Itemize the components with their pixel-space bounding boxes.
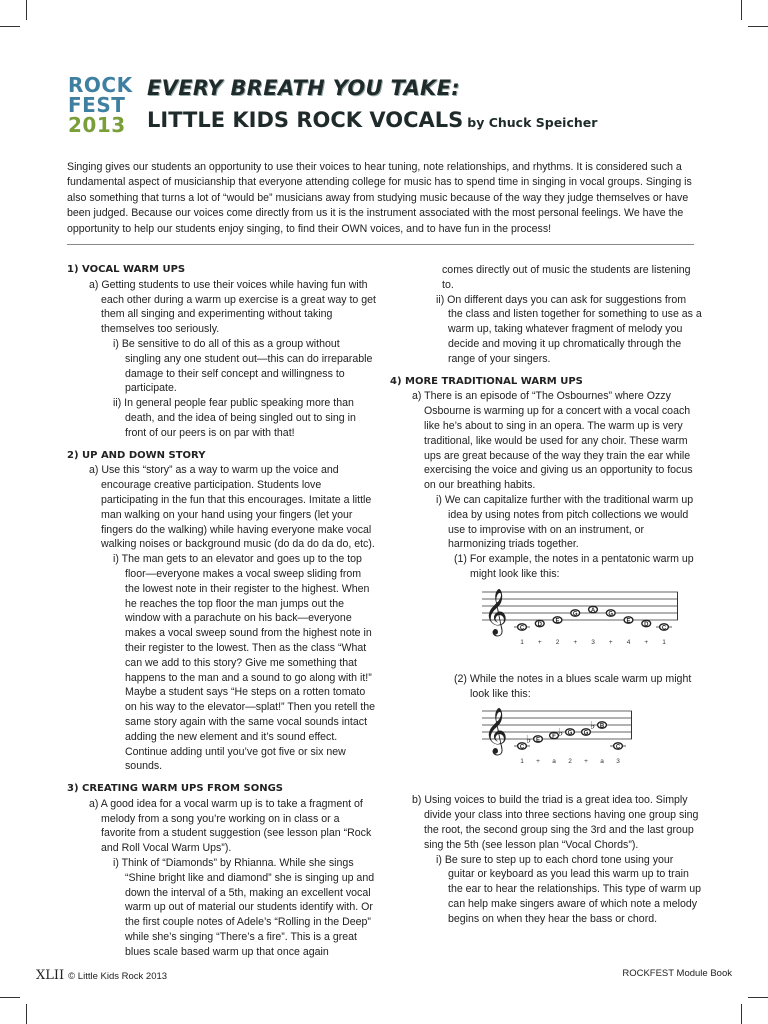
list-item: a) There is an episode of “The Osbournes” where Ozzy Osbourne is warming up for a concert with a vocal coach like he’s about to sing in an opera. The warm up is very traditional, like would be used for any choir. These warm ups are great because of the way they train the ear while exercising the voice and giving us an opportunity to focus on our breathing habits.	[412, 390, 693, 492]
count-label: +	[536, 758, 540, 766]
section-heading: 2) UP AND DOWN STORY	[67, 449, 206, 461]
article-title: EVERY BREATH YOU TAKE:	[147, 76, 460, 100]
crop-mark	[26, 1004, 27, 1024]
article-subtitle-line	[147, 108, 597, 132]
logo-fest: FEST	[68, 93, 126, 117]
footer-left	[36, 968, 167, 983]
list-item-continued: comes directly out of music the students are listening to.	[442, 264, 691, 291]
divider	[67, 244, 694, 245]
rockfest-logo	[68, 73, 133, 137]
treble-clef-icon: 𝄞	[484, 589, 508, 634]
count-label: 2	[555, 638, 560, 646]
blues-scale-staff	[482, 703, 642, 785]
flat-sign: ♭	[558, 727, 564, 740]
list-item: b) Using voices to build the triad is a great idea too. Simply divide your class into three sections having one group sing the root, the second group sing the 3rd and the last group sing the 5th (see lesson plan “Vocal Chords”).	[412, 794, 699, 851]
count-label: 2	[568, 758, 572, 766]
section-heading: 4) MORE TRADITIONAL WARM UPS	[390, 375, 583, 387]
note-label: C	[615, 744, 621, 751]
count-label: +	[608, 638, 613, 646]
count-label: 1	[662, 638, 666, 646]
byline: by Chuck Speicher	[467, 115, 598, 130]
pentatonic-staff	[482, 584, 682, 666]
crop-mark	[741, 1004, 742, 1024]
list-item: i) We can capitalize further with the traditional warm up idea by using notes from pitch collections we would use to improvise with on an instrument, or harmonizing triads together.	[436, 493, 694, 551]
note-label: E	[626, 618, 631, 625]
list-item: a) A good idea for a vocal warm up is to take a fragment of melody from a song you’re working on in class or a favorite from a student suggestion (see lesson plan “Rock and Roll Vocal Warm Ups”).	[89, 797, 372, 855]
page-number: XLII	[36, 968, 65, 983]
note-label: G	[572, 611, 578, 618]
crop-mark	[26, 0, 27, 20]
note-label: D	[537, 621, 542, 628]
note-label: G	[583, 730, 589, 737]
count-label: 4	[626, 638, 631, 646]
count-label: 3	[616, 758, 620, 766]
flat-sign: ♭	[526, 734, 532, 747]
section-heading: 3) CREATING WARM UPS FROM SONGS	[67, 783, 283, 795]
section-heading: 1) VOCAL WARM UPS	[67, 264, 186, 275]
note-label: C	[661, 625, 667, 632]
crop-mark	[741, 0, 742, 20]
list-item: a) Use this “story” as a way to warm up the voice and encourage creative participation. Students love participating in the fun that this encourages. Imitate a little man walking on your hand using your fingers (let your fingers do the walking) while having everyone make vocal walking noises or background music (do da do da do, etc).	[89, 464, 375, 551]
note-label: B	[599, 723, 605, 730]
note-label: C	[519, 625, 525, 632]
count-label: a	[552, 758, 556, 766]
treble-clef-icon: 𝄞	[484, 709, 508, 754]
crop-mark	[0, 997, 20, 998]
list-item: a) Getting students to use their voices while having fun with each other during a warm up exercise is a great way to get them all singing and experimenting without taking themselves too seriously.	[89, 278, 376, 336]
list-item: i) Think of “Diamonds” by Rhianna. While she sings “Shine bright like and diamond” she is singing up and down the interval of a 5th, making an excellent vocal warm up out of material our students identify with. Or the first couple notes of Adele’s “Rolling in the Deep” while she’s singing “There’s a fire”. This is a great blues scale based warm up that once again	[113, 857, 375, 958]
right-column	[390, 263, 702, 927]
count-label: 1	[520, 638, 524, 646]
list-item: i) The man gets to an elevator and goes up to the top floor—everyone makes a vocal sweep sliding from the lowest note in their register to the highest. When he reaches the top floor the man jumps out the window with a parachute on his back—everyone makes a vocal sweep sound from the highest note in their register to the lowest. Then as the class “What can we add to this story? Give me something that happens to the man and a sound to go along with it!” Maybe a student says “He steps on a rotten tomato on his way to the elevator—splat!” Then you retell the same story again with the same vocal sounds intact adding the new element and it’s sound effect. Continue adding until you’ve got five or six new sounds.	[113, 553, 376, 773]
list-item: i) Be sensitive to do all of this as a group without singling any one student out—this can do irreparable damage to their self concept and willingness to participate.	[113, 337, 373, 395]
copyright: © Little Kids Rock 2013	[68, 971, 168, 982]
logo-year: 2013	[68, 113, 126, 137]
count-label: 3	[591, 638, 595, 646]
note-label: E	[555, 618, 560, 625]
list-item: i) Be sure to step up to each chord tone using your guitar or keyboard as you lead this warm up to train the ear to hear the relationships. This type of warm up can help make singers aware of which note a melody begins on when they hear the bass or chord.	[436, 853, 702, 925]
list-item: (2) While the notes in a blues scale warm up might look like this:	[454, 672, 692, 700]
flat-sign: ♭	[590, 720, 596, 733]
article-subtitle: LITTLE KIDS ROCK VOCALS	[147, 108, 464, 132]
count-label: +	[537, 638, 542, 646]
list-item: (1) For example, the notes in a pentatonic warm up might look like this:	[454, 553, 694, 580]
left-column	[67, 263, 377, 960]
count-label: +	[573, 638, 578, 646]
list-item: ii) In general people fear public speaking more than death, and the idea of being singled out to sing in front of our peers is on par with that!	[113, 397, 356, 439]
note-label: D	[644, 621, 649, 628]
count-label: 1	[520, 758, 524, 766]
crop-mark	[748, 26, 768, 27]
note-label: A	[590, 607, 596, 614]
list-item: ii) On different days you can ask for suggestions from the class and listen together for something to use as a warm up, taking whatever fragment of melody you decide and moving it up chromatically through the range of your singers.	[436, 293, 702, 365]
count-label: +	[584, 758, 588, 766]
note-label: F	[552, 734, 556, 741]
intro-paragraph: Singing gives our students an opportunity to use their voices to hear tuning, note relationships, and rhythms. It is considered such a fundamental aspect of musicianship that everyone attending college for music has to spend time in singing in vocal groups. Singing is also something that turns a lot of “would be” musicians away from studying music because of the way they judge themselves or have been judged. Because our voices come directly from us it is the instrument associated with the most personal feelings. We have the opportunity to help our students enjoy singing, to find their OWN voices, and to have fun in the process!	[67, 161, 692, 235]
count-label: a	[600, 758, 604, 766]
note-label: G	[567, 730, 573, 737]
note-label: E	[535, 737, 541, 744]
footer-right: ROCKFEST Module Book	[622, 968, 732, 979]
logo-rock: ROCK	[68, 73, 133, 97]
crop-mark	[0, 26, 20, 27]
note-label: G	[608, 611, 614, 618]
count-label: +	[644, 638, 649, 646]
crop-mark	[748, 997, 768, 998]
note-label: C	[519, 744, 525, 751]
